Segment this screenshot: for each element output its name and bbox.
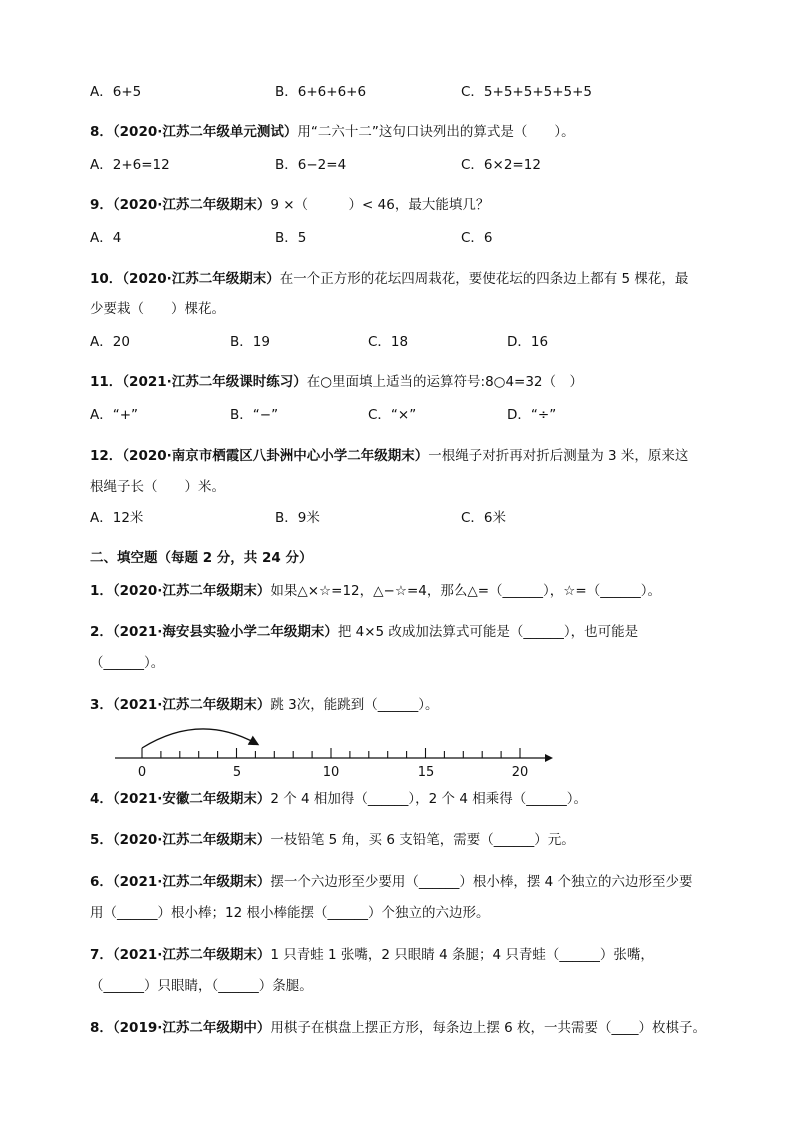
question-9-text: 9 ×（ ）< 46，最大能填几？ (270, 197, 490, 213)
question-10-text: 在一个正方形的花坛四周栽花，要使花坛的四条边上都有 5 棵花，最 (279, 271, 689, 287)
q7-option-b: B．6+6+6+6 (275, 84, 367, 100)
question-9-number: 9． (90, 197, 113, 213)
fill-6-continued: 用（______）根小棒；12 根小棒能摆（______）个独立的六边形。 (90, 905, 490, 921)
fill-8 (90, 1018, 706, 1038)
number-line (105, 720, 565, 782)
fill-7-number: 7． (90, 947, 113, 963)
fill-2-source: （2021·海安县实验小学二年级期末） (112, 624, 338, 640)
fill-5 (90, 830, 575, 850)
q11-option-b: B．“−” (230, 407, 279, 423)
question-11-number: 11． (90, 374, 123, 390)
fill-8-number: 8． (90, 1020, 113, 1036)
fill-2 (90, 622, 638, 642)
question-11 (90, 372, 583, 392)
fill-1-source: （2020·江苏二年级期末） (112, 583, 271, 599)
fill-1 (90, 581, 661, 601)
fill-6-text: 摆一个六边形至少要用（______）根小棒，摆 4 个独立的六边形至少要 (270, 874, 693, 890)
axis-label-20: 20 (511, 765, 529, 780)
q8-option-a: A．2+6=12 (90, 157, 170, 173)
q11-option-c: C．“×” (368, 407, 417, 423)
q7-option-c: C．5+5+5+5+5+5 (461, 84, 593, 100)
fill-6 (90, 872, 693, 892)
fill-2-continued: （______）。 (90, 655, 165, 671)
fill-4-source: （2021·安徽二年级期末） (112, 791, 271, 807)
fill-3 (90, 695, 439, 715)
q10-option-a: A．20 (90, 334, 130, 350)
fill-5-number: 5． (90, 832, 113, 848)
axis-label-0: 0 (137, 765, 147, 780)
axis-label-10: 10 (322, 765, 340, 780)
fill-2-text: 把 4×5 改成加法算式可能是（______），也可能是 (337, 624, 639, 640)
fill-1-number: 1． (90, 583, 113, 599)
question-12-text: 一根绳子对折再对折后测量为 3 米，原来这 (428, 448, 689, 464)
fill-3-number: 3． (90, 697, 113, 713)
question-10 (90, 269, 688, 289)
question-10-continued: 少要栽（ ）棵花。 (90, 301, 225, 317)
q7-option-a: A．6+5 (90, 84, 142, 100)
section-2-heading: 二、填空题（每题 2 分，共 24 分） (90, 550, 313, 566)
question-8-source: （2020·江苏二年级单元测试） (112, 124, 298, 140)
axis-arrow (545, 754, 553, 762)
axis-ticks (142, 748, 520, 758)
question-11-source: （2021·江苏二年级课时练习） (122, 374, 307, 390)
question-8-text: 用“二六十二”这句口诀列出的算式是（ ）。 (297, 124, 575, 140)
question-10-number: 10． (90, 271, 123, 287)
jump-arc (142, 729, 257, 748)
fill-4-text: 2 个 4 相加得（______），2 个 4 相乘得（______）。 (270, 791, 587, 807)
fill-4 (90, 789, 587, 809)
fill-2-number: 2． (90, 624, 113, 640)
q12-option-a: A．12米 (90, 510, 144, 526)
fill-3-text: 跳 3次，能跳到（______）。 (270, 697, 439, 713)
q10-option-c: C．18 (368, 334, 409, 350)
question-8 (90, 122, 575, 142)
q9-option-b: B．5 (275, 230, 307, 246)
fill-1-text: 如果△×☆=12，△−☆=4，那么△=（______），☆=（______）。 (270, 583, 661, 599)
q9-option-c: C．6 (461, 230, 493, 246)
axis-label-5: 5 (232, 765, 242, 780)
fill-8-text: 用棋子在棋盘上摆正方形，每条边上摆 6 枚，一共需要（____）枚棋子。 (270, 1020, 707, 1036)
fill-5-source: （2020·江苏二年级期末） (112, 832, 271, 848)
q12-option-c: C．6米 (461, 510, 507, 526)
fill-7-source: （2021·江苏二年级期末） (112, 947, 271, 963)
question-12 (90, 446, 688, 466)
q11-option-d: D．“÷” (507, 407, 557, 423)
fill-7-text: 1 只青蛙 1 张嘴，2 只眼睛 4 条腿；4 只青蛙（______）张嘴， (270, 947, 654, 963)
question-11-text: 在○里面填上适当的运算符号:8○4=32（ ） (306, 374, 584, 390)
fill-6-number: 6． (90, 874, 113, 890)
question-9-source: （2020·江苏二年级期末） (112, 197, 271, 213)
fill-6-source: （2021·江苏二年级期末） (112, 874, 271, 890)
fill-3-source: （2021·江苏二年级期末） (112, 697, 271, 713)
q8-option-b: B．6−2=4 (275, 157, 347, 173)
fill-8-source: （2019·江苏二年级期中） (112, 1020, 271, 1036)
question-12-continued: 根绳子长（ ）米。 (90, 479, 225, 495)
q9-option-a: A．4 (90, 230, 122, 246)
fill-7-continued: （______）只眼睛，（______）条腿。 (90, 978, 313, 994)
axis-label-15: 15 (417, 765, 435, 780)
q10-option-b: B．19 (230, 334, 270, 350)
q10-option-d: D．16 (507, 334, 549, 350)
q8-option-c: C．6×2=12 (461, 157, 541, 173)
fill-7 (90, 945, 654, 965)
question-10-source: （2020·江苏二年级期末） (122, 271, 280, 287)
question-8-number: 8． (90, 124, 113, 140)
fill-4-number: 4． (90, 791, 113, 807)
q12-option-b: B．9米 (275, 510, 320, 526)
question-9 (90, 195, 489, 215)
q11-option-a: A．“+” (90, 407, 139, 423)
question-12-number: 12． (90, 448, 123, 464)
question-12-source: （2020·南京市栖霞区八卦洲中心小学二年级期末） (122, 448, 429, 464)
fill-5-text: 一枝铅笔 5 角，买 6 支铅笔，需要（______）元。 (270, 832, 575, 848)
